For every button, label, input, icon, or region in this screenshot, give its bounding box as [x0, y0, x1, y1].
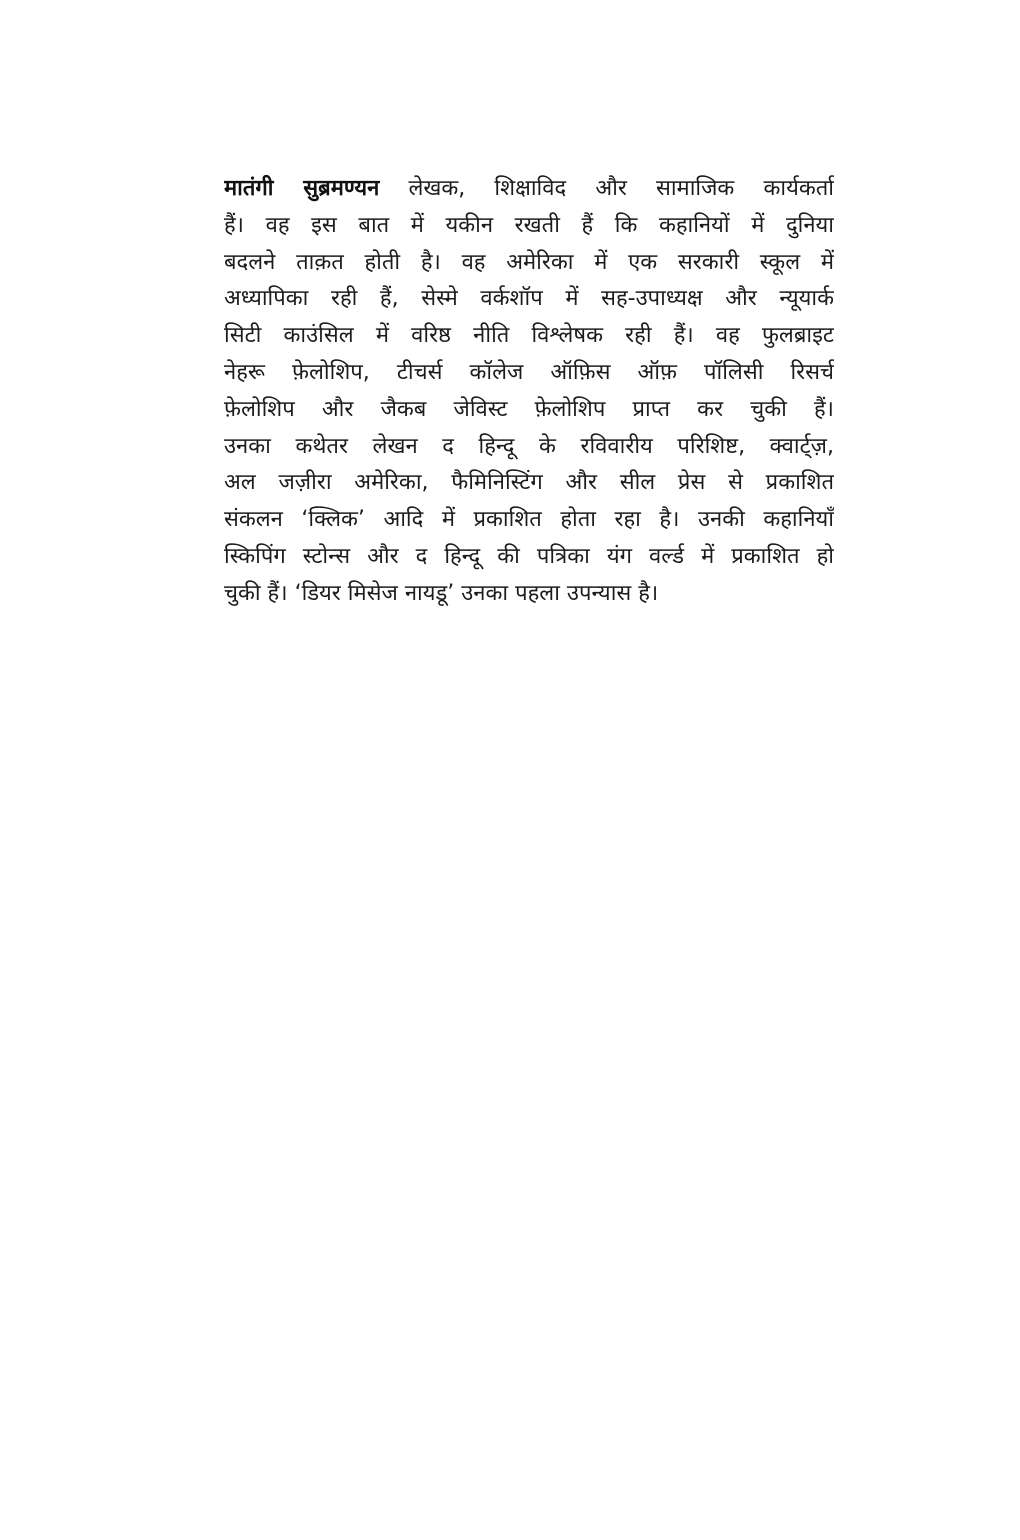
bio-line-1 — [224, 171, 834, 208]
bio-line-6: नेहरू फ़ेलोशिप, टीचर्स कॉलेज ऑफ़िस ऑफ़ पॉलिसी रिसर्च — [224, 359, 834, 385]
bio-line-1-text: लेखक, शिक्षाविद और सामाजिक कार्यकर्ता — [379, 176, 834, 201]
bio-line-8: उनका कथेतर लेखन द हिन्दू के रविवारीय परिशिष्ट, क्वार्ट्ज़, — [224, 433, 834, 459]
bio-line-12: चुकी हैं। ‘डियर मिसेज नायडू’ उनका पहला उपन्यास है। — [224, 580, 659, 606]
bio-line-10: संकलन ‘क्लिक’ आदि में प्रकाशित होता रहा है। उनकी कहानियाँ — [224, 507, 834, 533]
bio-line-9: अल जज़ीरा अमेरिका, फैमिनिस्टिंग और सील प्रेस से प्रकाशित — [224, 470, 834, 496]
bio-line-7: फ़ेलोशिप और जैकब जेविस्ट फ़ेलोशिप प्राप्त कर चुकी हैं। — [224, 396, 834, 422]
bio-line-11: स्किपिंग स्टोन्स और द हिन्दू की पत्रिका यंग वर्ल्ड में प्रकाशित हो — [224, 543, 834, 569]
bio-line-5: सिटी काउंसिल में वरिष्ठ नीति विश्लेषक रही हैं। वह फुलब्राइट — [224, 323, 834, 349]
bio-line-4: अध्यापिका रही हैं, सेस्मे वर्कशॉप में सह-उपाध्यक्ष और न्यूयार्क — [224, 286, 834, 312]
bio-line-3: बदलने ताक़त होती है। वह अमेरिका में एक सरकारी स्कूल में — [224, 249, 834, 275]
author-name: मातंगी सुब्रमण्यन — [224, 176, 380, 201]
bio-line-2: हैं। वह इस बात में यकीन रखती हैं कि कहानियों में दुनिया — [224, 212, 834, 238]
author-bio-paragraph — [224, 171, 834, 613]
